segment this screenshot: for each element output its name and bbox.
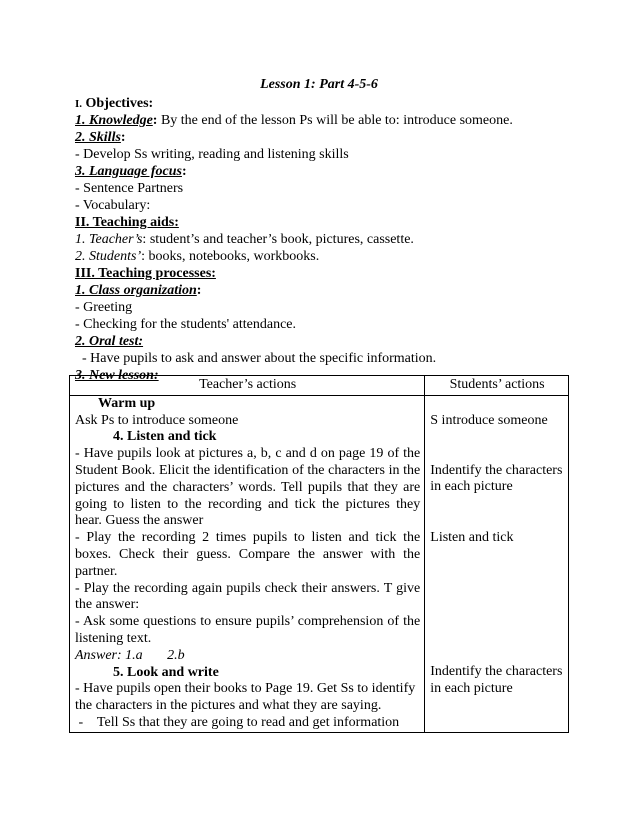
skills-text: - Develop Ss writing, reading and listening skills [75,147,349,162]
table-header-row [70,376,569,396]
language-label: 3. Language focus [75,164,182,179]
teacher-actions-cell [70,395,425,732]
skills-label-line: 2. Skills: [75,130,126,145]
knowledge-text: By the end of the lesson Ps will be able to: introduce someone. [160,113,513,128]
objectives-numeral: I. [75,98,83,110]
knowledge-label: 1. Knowledge [75,113,153,128]
listen-p3: - Play the recording again pupils check their answers. T give the answer: [75,580,421,613]
student-aids-label: 2. Students’ [75,249,142,264]
skills-label: 2. Skills [75,130,121,145]
listen-p2: - Play the recording 2 times pupils to listen and tick the boxes. Check their guess. Compare the answer with the partner. [75,530,421,579]
warmup-title: Warm up [98,395,156,411]
teaching-aids-heading: II. Teaching aids: [75,215,179,230]
objectives-heading: I. Objectives: [75,96,154,111]
listen-students-2: Listen and tick [430,530,514,546]
header-students-actions: Students’ actions [425,376,569,396]
listen-students-1: Indentify the characters in each picture [430,462,563,495]
language-label-line: 3. Language focus: [75,164,187,179]
listen-p1: - Have pupils look at pictures a, b, c and d on page 19 of the Student Book. Elicit the identification of the characters in the pictures and the characters’ words. Tell pupils that they are going to listen to the recording and tick the pictures they hear. Guess the answer [75,446,421,529]
student-aids-line: 2. Students’: books, notebooks, workbooks. [75,249,320,264]
class-org-item: - Greeting [75,300,133,315]
table-row [70,395,569,732]
processes-heading: III. Teaching processes: [75,266,216,281]
warmup-teacher: Ask Ps to introduce someone [75,412,239,428]
look-title: 5. Look and write [113,664,219,680]
class-org-line: 1. Class organization: [75,283,202,298]
listen-p4: - Ask some questions to ensure pupils’ comprehension of the listening text. [75,614,421,646]
new-lesson-label: 3. New lesson: [75,368,159,383]
look-p1: - Have pupils open their books to Page 19. Get Ss to identify the characters in the pictures and what they are saying. [75,681,416,714]
teacher-aids-label: 1. Teacher’s [75,232,143,247]
class-org-item: - Checking for the students' attendance. [75,317,297,332]
header-teacher-actions: Teacher’s actions [70,376,425,396]
listen-answer: Answer: 1.a 2.b [75,647,185,663]
knowledge-line: 1. Knowledge: By the end of the lesson Ps will be able to: introduce someone. [75,113,513,128]
warmup-students: S introduce someone [430,412,548,428]
teacher-aids-text: student’s and teacher’s book, pictures, cassette. [149,232,414,247]
language-item: - Sentence Partners [75,181,184,196]
lesson-title: Lesson 1: Part 4-5-6 [260,77,378,92]
lesson-table [69,375,569,733]
teacher-aids-line: 1. Teacher’s: student’s and teacher’s book, pictures, cassette. [75,232,414,247]
language-item: - Vocabulary: [75,198,151,213]
listen-title: 4. Listen and tick [113,429,217,445]
oral-test-text: - Have pupils to ask and answer about the specific information. [75,351,437,366]
students-actions-cell [425,395,569,732]
look-p2: - Tell Ss that they are going to read and get information [75,714,400,730]
class-org-label: 1. Class organization [75,283,197,298]
look-students: Indentify the characters in each picture [430,663,563,696]
student-aids-text: books, notebooks, workbooks. [148,249,320,264]
objectives-title: Objectives [85,96,149,111]
oral-test-label: 2. Oral test: [75,334,144,349]
